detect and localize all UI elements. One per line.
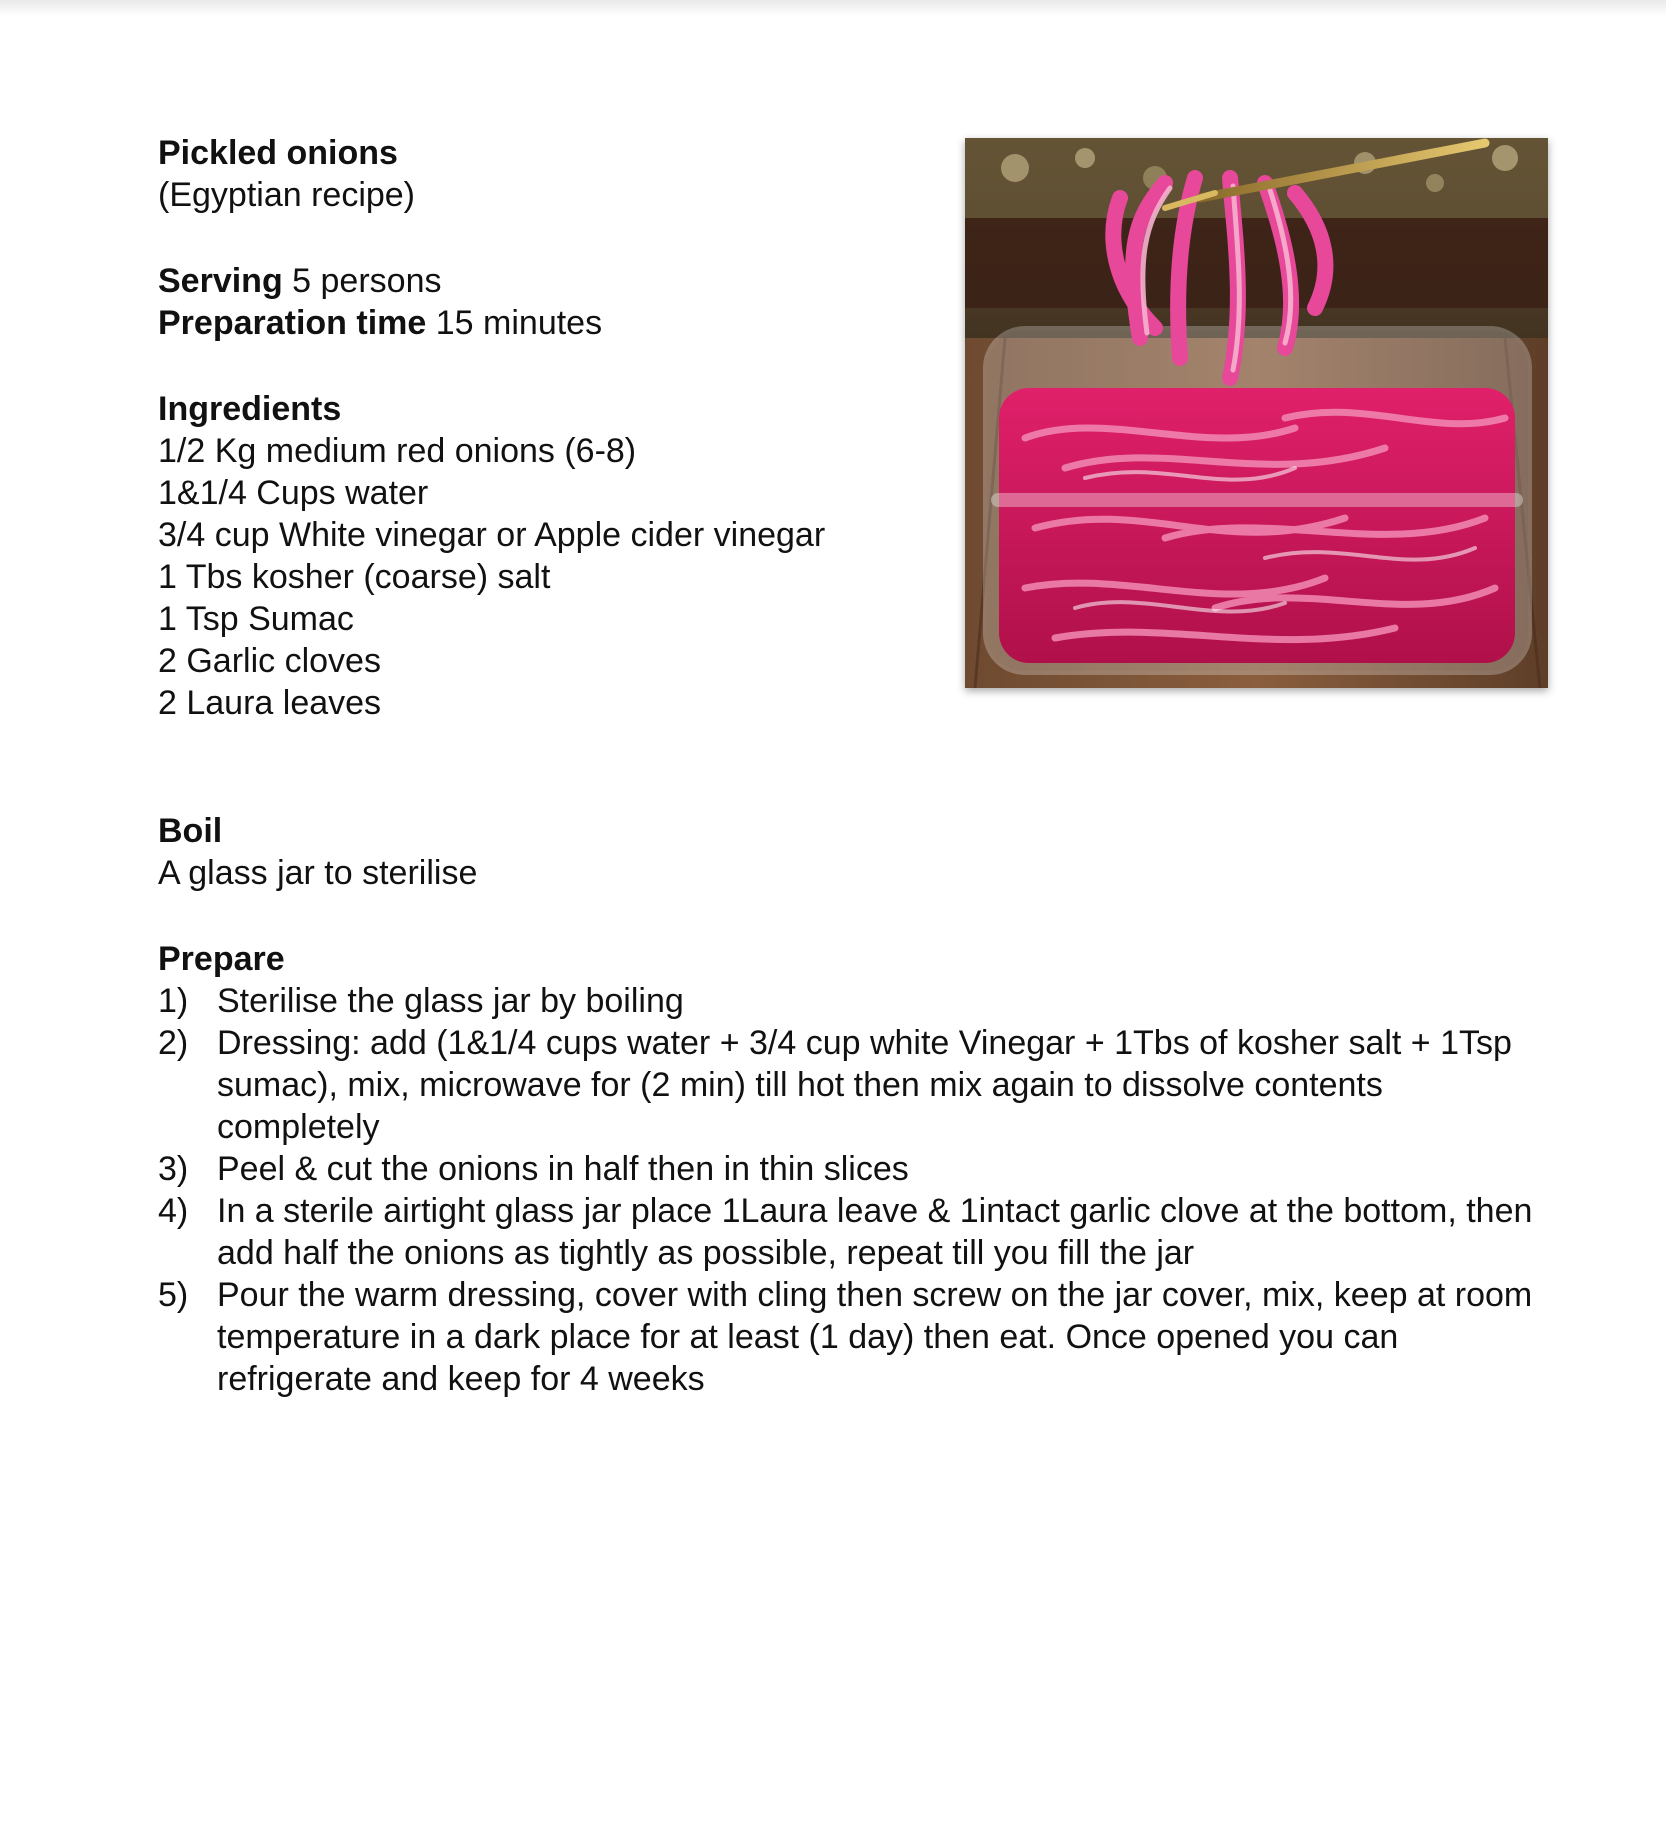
step-number: 3): [158, 1150, 189, 1188]
prepare-heading: Prepare: [158, 940, 285, 978]
step-text: Pour the warm dressing, cover with cling then screw on the jar cover, mix, keep at room temperature in a dark place for at least (1 day) then eat. Once opened you can refrigerate and keep for 4 weeks: [217, 1276, 1533, 1398]
prepare-step: [158, 1190, 1538, 1274]
recipe-subtitle: (Egyptian recipe): [158, 176, 416, 214]
boil-heading: Boil: [158, 812, 223, 850]
ingredient-item: 2 Garlic cloves: [158, 642, 381, 680]
serving-label: Serving: [158, 262, 283, 300]
page-top-shadow: [0, 0, 1666, 16]
prepare-step: [158, 1022, 1538, 1148]
step-number: 2): [158, 1024, 189, 1062]
ingredients-heading: Ingredients: [158, 390, 342, 428]
step-text: Sterilise the glass jar by boiling: [217, 982, 684, 1020]
prepare-step: [158, 1274, 1538, 1400]
step-text: Peel & cut the onions in half then in thin slices: [217, 1150, 909, 1188]
ingredient-item: 1&1/4 Cups water: [158, 474, 429, 512]
step-text: In a sterile airtight glass jar place 1Laura leave & 1intact garlic clove at the bottom, then add half the onions as tightly as possible, repeat till you fill the jar: [217, 1192, 1533, 1272]
prep-time-label: Preparation time: [158, 304, 427, 342]
prep-time-value: 15 minutes: [435, 304, 603, 342]
ingredient-item: 1 Tbs kosher (coarse) salt: [158, 558, 551, 596]
step-number: 5): [158, 1276, 189, 1314]
prepare-step: [158, 1148, 1538, 1190]
ingredient-item: 1 Tsp Sumac: [158, 600, 354, 638]
step-number: 4): [158, 1192, 189, 1230]
boil-text: A glass jar to sterilise: [158, 854, 478, 892]
ingredient-item: 2 Laura leaves: [158, 684, 382, 722]
prepare-steps: [158, 980, 1538, 1400]
pickled-onions-photo: [965, 138, 1548, 688]
ingredient-item: 3/4 cup White vinegar or Apple cider vinegar: [158, 516, 826, 554]
serving-value: 5 persons: [292, 262, 442, 300]
prepare-step: [158, 980, 1538, 1022]
step-number: 1): [158, 982, 189, 1020]
recipe-title: Pickled onions: [158, 134, 398, 172]
ingredient-item: 1/2 Kg medium red onions (6-8): [158, 432, 637, 470]
step-text: Dressing: add (1&1/4 cups water + 3/4 cup white Vinegar + 1Tbs of kosher salt + 1Tsp sumac), mix, microwave for (2 min) till hot then mix again to dissolve contents completely: [217, 1024, 1512, 1146]
